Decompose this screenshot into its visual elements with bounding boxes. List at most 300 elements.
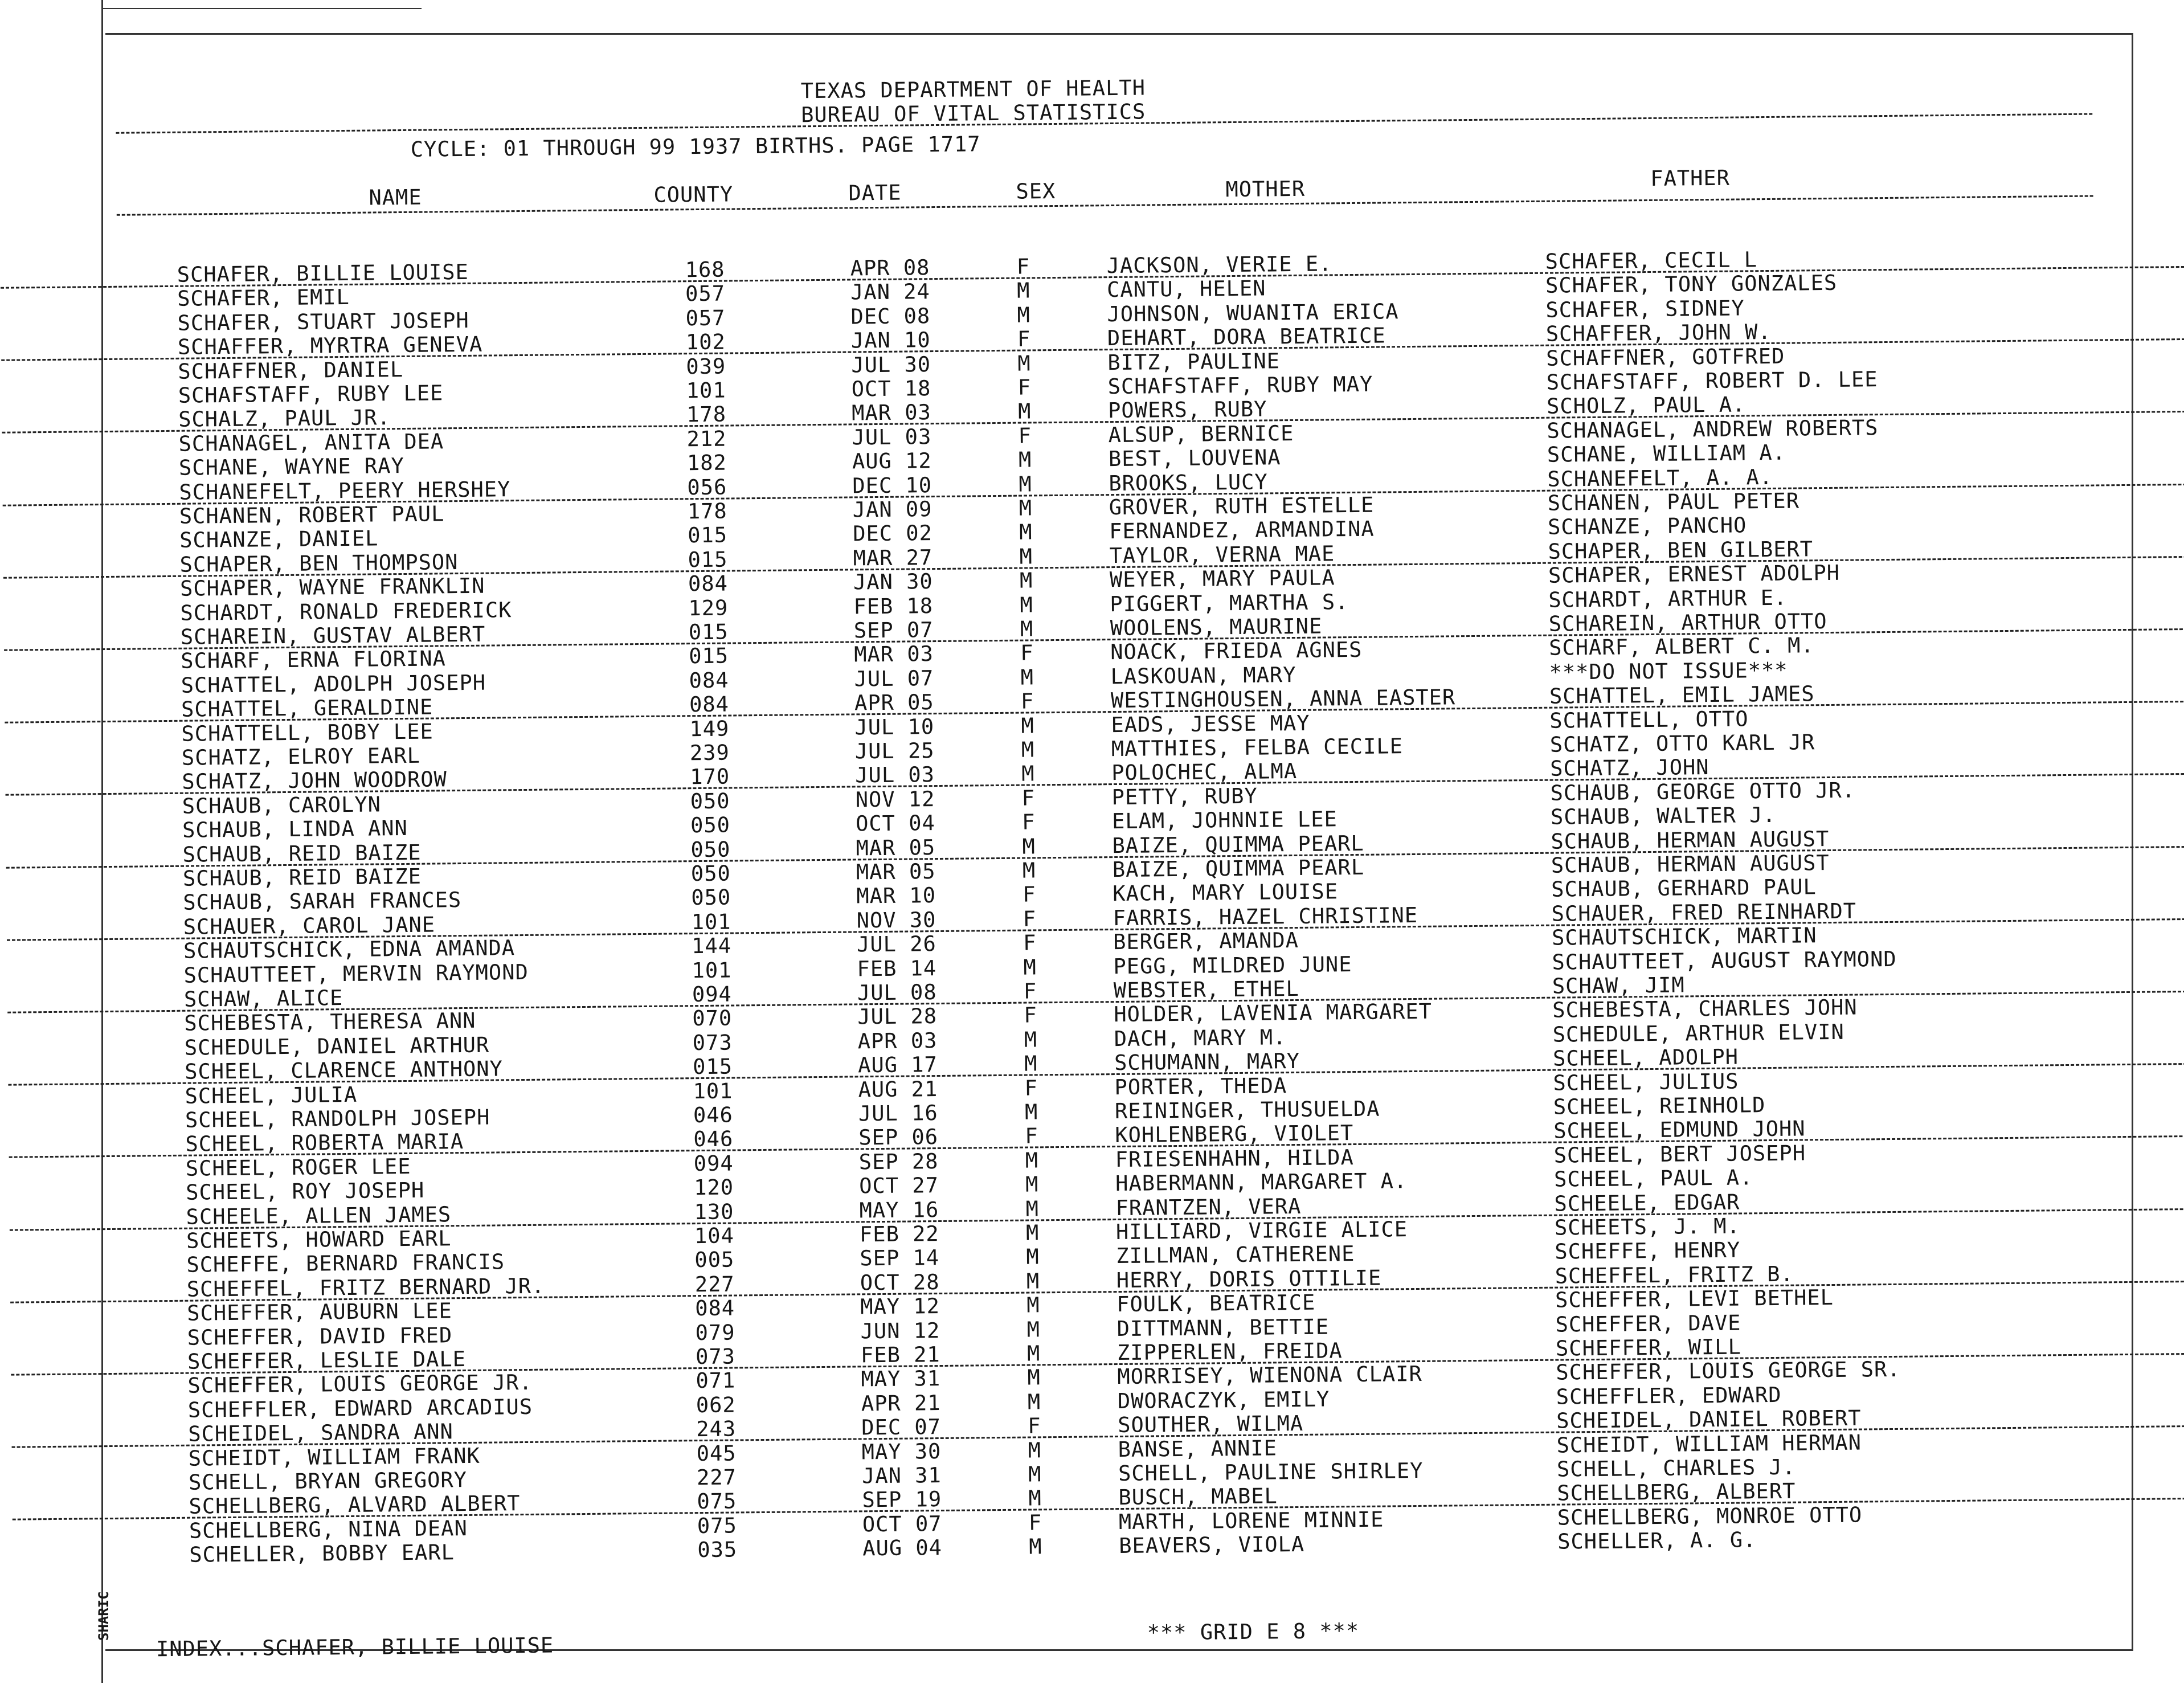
record-name: SCHAREIN, GUSTAV ALBERT bbox=[180, 622, 486, 649]
record-date: MAY 31 bbox=[861, 1366, 941, 1392]
record-mother: PORTER, THEDA bbox=[1114, 1073, 1287, 1099]
record-county: 084 bbox=[689, 668, 729, 693]
record-name: SCHEEL, JULIA bbox=[185, 1082, 358, 1109]
record-father: SCHEEL, JULIUS bbox=[1553, 1069, 1739, 1096]
record-sex: M bbox=[1026, 1244, 1040, 1269]
record-name: SCHEEL, CLARENCE ANTHONY bbox=[185, 1056, 504, 1084]
record-county: 104 bbox=[694, 1223, 735, 1249]
record-name: SCHEFFER, LOUIS GEORGE JR. bbox=[187, 1370, 533, 1399]
record-county: 101 bbox=[692, 958, 732, 983]
record-mother: SCHAFSTAFF, RUBY MAY bbox=[1107, 371, 1373, 399]
record-mother: POWERS, RUBY bbox=[1107, 397, 1267, 423]
record-date: OCT 07 bbox=[862, 1511, 942, 1537]
record-mother: TAYLOR, VERNA MAE bbox=[1109, 541, 1335, 568]
record-sex: M bbox=[1019, 496, 1033, 521]
record-date: NOV 30 bbox=[856, 907, 936, 933]
record-sex: M bbox=[1019, 568, 1033, 593]
record-sex: M bbox=[1026, 1293, 1040, 1318]
record-mother: FRANTZEN, VERA bbox=[1115, 1193, 1302, 1220]
record-name: SCHEIDT, WILLIAM FRANK bbox=[188, 1443, 480, 1471]
record-father: SCHAFER, SIDNEY bbox=[1545, 296, 1745, 322]
record-mother: SCHELL, PAULINE SHIRLEY bbox=[1118, 1458, 1424, 1486]
record-father: SCHAUB, GERHARD PAUL bbox=[1551, 874, 1817, 902]
record-father: SCHEFFER, WILL bbox=[1555, 1334, 1742, 1361]
record-father: SCHATTEL, EMIL JAMES bbox=[1549, 681, 1815, 709]
record-county: 227 bbox=[694, 1272, 735, 1297]
record-county: 073 bbox=[695, 1344, 736, 1370]
record-date: JUL 10 bbox=[854, 714, 935, 740]
record-mother: HERRY, DORIS OTTILIE bbox=[1116, 1265, 1382, 1293]
record-sex: F bbox=[1018, 423, 1032, 448]
record-sex: M bbox=[1022, 858, 1036, 883]
record-county: 056 bbox=[687, 475, 727, 500]
record-sex: M bbox=[1027, 1389, 1041, 1415]
record-sex: F bbox=[1021, 810, 1036, 835]
record-father: SCHAUER, FRED REINHARDT bbox=[1551, 898, 1857, 926]
record-mother: JOHNSON, WUANITA ERICA bbox=[1107, 299, 1399, 326]
record-date: OCT 04 bbox=[855, 811, 935, 836]
record-mother: PEGG, MILDRED JUNE bbox=[1113, 951, 1352, 979]
record-date: APR 21 bbox=[861, 1390, 941, 1416]
record-date: FEB 18 bbox=[853, 593, 934, 619]
record-date: MAR 05 bbox=[856, 859, 936, 885]
record-county: 062 bbox=[696, 1392, 736, 1417]
record-county: 050 bbox=[690, 812, 731, 838]
record-name: SCHANE, WAYNE RAY bbox=[178, 453, 404, 480]
record-date: JAN 10 bbox=[850, 328, 931, 353]
record-county: 170 bbox=[690, 764, 730, 790]
record-sex: M bbox=[1028, 1437, 1042, 1463]
record-name: SCHAUB, REID BAIZE bbox=[182, 840, 422, 867]
record-sex: F bbox=[1020, 640, 1034, 666]
record-sex: M bbox=[1025, 1196, 1040, 1221]
record-mother: ELAM, JOHNNIE LEE bbox=[1111, 807, 1338, 834]
record-father: SCHEEL, EDMUND JOHN bbox=[1553, 1116, 1806, 1144]
record-father: SCHOLZ, PAUL A. bbox=[1546, 392, 1746, 419]
record-date: AUG 12 bbox=[852, 448, 932, 474]
record-sex: F bbox=[1024, 1075, 1038, 1101]
record-date: OCT 18 bbox=[851, 376, 931, 402]
record-father: SCHEIDT, WILLIAM HERMAN bbox=[1556, 1430, 1862, 1458]
record-mother: ZIPPERLEN, FREIDA bbox=[1116, 1338, 1343, 1366]
record-date: AUG 17 bbox=[857, 1052, 938, 1078]
record-name: SCHANEN, ROBERT PAUL bbox=[179, 501, 445, 529]
cycle-line: CYCLE: 01 THROUGH 99 1937 BIRTHS. PAGE 1717 bbox=[410, 132, 981, 162]
record-county: 079 bbox=[695, 1320, 735, 1345]
record-mother: GROVER, RUTH ESTELLE bbox=[1109, 492, 1375, 520]
record-sex: M bbox=[1029, 1534, 1042, 1559]
column-county: COUNTY bbox=[653, 182, 734, 207]
record-sex: M bbox=[1026, 1269, 1040, 1294]
record-sex: F bbox=[1016, 254, 1030, 279]
record-sex: M bbox=[1017, 303, 1031, 328]
record-date: APR 05 bbox=[854, 690, 934, 716]
record-father: SCHEEL, BERT JOSEPH bbox=[1553, 1141, 1806, 1168]
record-county: 075 bbox=[697, 1513, 737, 1538]
record-father: SCHEIDEL, DANIEL ROBERT bbox=[1556, 1405, 1862, 1433]
record-mother: LASKOUAN, MARY bbox=[1110, 662, 1297, 689]
record-county: 227 bbox=[696, 1465, 737, 1490]
record-sex: M bbox=[1023, 954, 1037, 980]
record-county: 120 bbox=[694, 1175, 734, 1200]
record-father: SCHEFFER, DAVE bbox=[1555, 1310, 1741, 1337]
record-date: SEP 06 bbox=[858, 1125, 939, 1150]
record-sex: M bbox=[1019, 472, 1032, 497]
record-name: SCHATTEL, ADOLPH JOSEPH bbox=[181, 670, 486, 698]
record-county: 005 bbox=[694, 1247, 735, 1273]
record-date: JUL 26 bbox=[856, 931, 936, 957]
record-name: SCHATTELL, BOBY LEE bbox=[181, 719, 433, 746]
record-sex: F bbox=[1017, 375, 1032, 400]
record-father: SCHANEFELT, A. A. bbox=[1547, 464, 1773, 492]
record-mother: FOULK, BEATRICE bbox=[1116, 1290, 1316, 1317]
record-father: SCHELLBERG, MONROE OTTO bbox=[1557, 1502, 1863, 1530]
record-father: SCHEEL, PAUL A. bbox=[1553, 1165, 1753, 1192]
record-name: SCHATZ, ELROY EARL bbox=[181, 743, 421, 770]
record-mother: HILLIARD, VIRGIE ALICE bbox=[1115, 1217, 1408, 1245]
record-mother: BEAVERS, VIOLA bbox=[1119, 1532, 1305, 1559]
record-name: SCHAUB, SARAH FRANCES bbox=[183, 888, 462, 915]
record-name: SCHANAGEL, ANITA DEA bbox=[178, 429, 444, 456]
record-father: SCHEFFER, LEVI BETHEL bbox=[1555, 1285, 1834, 1313]
record-father: SCHEFFE, HENRY bbox=[1555, 1237, 1741, 1265]
record-mother: SCHUMANN, MARY bbox=[1114, 1049, 1300, 1076]
record-father: SCHAUB, HERMAN AUGUST bbox=[1551, 850, 1830, 878]
record-sex: M bbox=[1017, 399, 1032, 424]
record-date: MAY 30 bbox=[861, 1438, 942, 1464]
record-date: APR 08 bbox=[850, 255, 930, 281]
record-name: SCHARF, ERNA FLORINA bbox=[181, 646, 447, 674]
record-sex: M bbox=[1024, 1027, 1038, 1052]
record-mother: BUSCH, MABEL bbox=[1118, 1483, 1278, 1510]
column-father: FATHER bbox=[1650, 165, 1731, 191]
record-county: 050 bbox=[690, 837, 731, 862]
record-sex: M bbox=[1026, 1317, 1041, 1342]
record-sex: F bbox=[1024, 1003, 1037, 1028]
record-date: MAR 05 bbox=[856, 835, 936, 860]
record-county: 084 bbox=[689, 692, 730, 717]
record-mother: BERGER, AMANDA bbox=[1113, 928, 1299, 955]
record-mother: FERNANDEZ, ARMANDINA bbox=[1109, 517, 1375, 544]
record-sex: M bbox=[1026, 1341, 1041, 1366]
record-date: APR 03 bbox=[857, 1028, 938, 1054]
record-name: SCHEBESTA, THERESA ANN bbox=[184, 1008, 476, 1036]
record-county: 035 bbox=[697, 1537, 738, 1563]
record-sex: M bbox=[1021, 713, 1034, 738]
record-county: 050 bbox=[690, 861, 731, 886]
record-county: 130 bbox=[694, 1199, 734, 1224]
record-sex: F bbox=[1023, 979, 1037, 1004]
record-county: 075 bbox=[697, 1489, 737, 1514]
record-father: SCHAW, JIM bbox=[1552, 972, 1685, 999]
record-father: SCHELL, CHARLES J. bbox=[1556, 1454, 1796, 1482]
record-sex: M bbox=[1025, 1172, 1039, 1197]
record-father: SCHAFER, CECIL L bbox=[1545, 247, 1758, 274]
record-mother: DEHART, DORA BEATRICE bbox=[1107, 323, 1386, 351]
record-name: SCHEFFLER, EDWARD ARCADIUS bbox=[187, 1394, 533, 1423]
record-sex: F bbox=[1017, 326, 1031, 351]
record-date: SEP 14 bbox=[860, 1245, 940, 1271]
record-father: SCHEELE, EDGAR bbox=[1554, 1190, 1740, 1216]
record-father: SCHAFSTAFF, ROBERT D. LEE bbox=[1546, 367, 1878, 395]
record-county: 084 bbox=[695, 1295, 735, 1321]
record-county: 149 bbox=[689, 716, 730, 741]
record-name: SCHEFFEL, FRITZ BERNARD JR. bbox=[186, 1273, 545, 1302]
record-father: SCHAPER, ERNEST ADOLPH bbox=[1548, 560, 1841, 588]
record-sex: M bbox=[1024, 1051, 1038, 1076]
record-name: SCHEFFER, LESLIE DALE bbox=[187, 1347, 467, 1374]
record-father: SCHELLBERG, ALBERT bbox=[1557, 1479, 1796, 1506]
record-father: SCHEFFEL, FRITZ B. bbox=[1555, 1261, 1794, 1289]
record-date: MAY 16 bbox=[859, 1197, 939, 1223]
record-father: SCHARF, ALBERT C. M. bbox=[1548, 633, 1814, 661]
record-mother: BROOKS, LUCY bbox=[1109, 469, 1268, 496]
record-mother: BAIZE, QUIMMA PEARL bbox=[1112, 831, 1364, 858]
record-sex: M bbox=[1028, 1462, 1042, 1487]
record-mother: WEBSTER, ETHEL bbox=[1113, 976, 1299, 1003]
record-date: SEP 07 bbox=[853, 618, 934, 643]
record-father: SCHEEL, ADOLPH bbox=[1552, 1044, 1739, 1071]
record-county: 057 bbox=[685, 305, 726, 331]
record-county: 101 bbox=[691, 909, 731, 934]
record-county: 070 bbox=[692, 1006, 733, 1031]
record-county: 046 bbox=[693, 1102, 734, 1128]
record-mother: EADS, JESSE MAY bbox=[1111, 710, 1310, 737]
column-date: DATE bbox=[848, 180, 902, 206]
record-father: SCHANAGEL, ANDREW ROBERTS bbox=[1547, 415, 1879, 443]
record-date: OCT 28 bbox=[860, 1269, 940, 1295]
record-sex: M bbox=[1020, 665, 1034, 690]
column-mother: MOTHER bbox=[1225, 176, 1306, 202]
record-county: 057 bbox=[685, 281, 726, 306]
record-date: OCT 27 bbox=[859, 1173, 939, 1199]
record-date: DEC 07 bbox=[861, 1415, 942, 1440]
record-sex: F bbox=[1025, 1123, 1038, 1148]
record-name: SCHELLBERG, NINA DEAN bbox=[189, 1515, 468, 1543]
record-name: SCHEEL, ROBERTA MARIA bbox=[185, 1129, 464, 1157]
record-father: SCHAFER, TONY GONZALES bbox=[1545, 271, 1838, 299]
record-county: 050 bbox=[691, 885, 731, 910]
record-name: SCHATZ, JOHN WOODROW bbox=[182, 767, 448, 795]
record-county: 102 bbox=[685, 329, 726, 355]
record-county: 178 bbox=[686, 402, 727, 427]
record-father: SCHAUB, HERMAN AUGUST bbox=[1551, 826, 1830, 854]
record-mother: MORRISEY, WIENONA CLAIR bbox=[1117, 1362, 1422, 1389]
record-name: SCHEFFE, BERNARD FRANCIS bbox=[186, 1249, 505, 1278]
record-mother: REININGER, THUSUELDA bbox=[1114, 1096, 1380, 1124]
record-sex: M bbox=[1016, 278, 1030, 304]
record-date: JAN 30 bbox=[853, 569, 933, 595]
record-sex: M bbox=[1025, 1148, 1039, 1173]
record-mother: KOHLENBERG, VIOLET bbox=[1115, 1121, 1354, 1148]
record-name: SCHEEL, ROY JOSEPH bbox=[186, 1178, 425, 1205]
record-name: SCHATTEL, GERALDINE bbox=[181, 694, 433, 722]
record-county: 050 bbox=[690, 788, 730, 814]
record-sex: F bbox=[1023, 930, 1037, 955]
record-date: DEC 10 bbox=[852, 472, 933, 498]
record-date: JAN 24 bbox=[850, 279, 931, 305]
record-name: SCHAUTSCHICK, EDNA AMANDA bbox=[183, 935, 516, 963]
record-mother: SOUTHER, WILMA bbox=[1118, 1411, 1304, 1438]
record-date: JAN 09 bbox=[852, 497, 933, 522]
column-name: NAME bbox=[369, 185, 422, 210]
record-date: FEB 14 bbox=[857, 955, 937, 981]
record-father: SCHAUB, WALTER J. bbox=[1550, 803, 1776, 829]
record-name: SCHARDT, RONALD FREDERICK bbox=[180, 597, 512, 626]
record-mother: KACH, MARY LOUISE bbox=[1113, 879, 1339, 906]
record-county: 046 bbox=[693, 1126, 734, 1152]
record-father: SCHEDULE, ARTHUR ELVIN bbox=[1552, 1019, 1844, 1047]
record-county: 015 bbox=[689, 643, 729, 669]
record-sex: M bbox=[1024, 1099, 1038, 1125]
record-county: 178 bbox=[687, 498, 727, 524]
record-mother: MARTH, LORENE MINNIE bbox=[1118, 1507, 1384, 1534]
record-name: SCHEELE, ALLEN JAMES bbox=[186, 1201, 452, 1229]
record-sex: F bbox=[1028, 1510, 1042, 1535]
record-county: 094 bbox=[693, 1151, 734, 1176]
record-sex: M bbox=[1018, 447, 1032, 472]
record-county: 039 bbox=[686, 354, 726, 379]
record-date: JUL 30 bbox=[851, 351, 931, 378]
record-name: SCHAUB, CAROLYN bbox=[182, 792, 382, 819]
record-father: SCHAFFNER, GOTFRED bbox=[1546, 344, 1785, 371]
record-mother: DACH, MARY M. bbox=[1114, 1024, 1287, 1051]
record-father: SCHANZE, PANCHO bbox=[1547, 513, 1747, 540]
record-sex: M bbox=[1022, 833, 1036, 859]
record-date: JUL 08 bbox=[857, 980, 937, 1006]
record-name: SCHAUB, LINDA ANN bbox=[182, 816, 408, 843]
record-father: SCHAFFER, JOHN W. bbox=[1545, 320, 1772, 346]
record-name: SCHEFFER, DAVID FRED bbox=[187, 1322, 453, 1350]
record-mother: DWORACZYK, EMILY bbox=[1117, 1387, 1330, 1413]
record-sex: M bbox=[1021, 761, 1035, 786]
record-mother: CANTU, HELEN bbox=[1106, 276, 1266, 303]
record-sex: F bbox=[1020, 689, 1034, 714]
record-name: SCHAPER, BEN THOMPSON bbox=[179, 549, 459, 577]
record-date: MAR 03 bbox=[851, 400, 932, 426]
record-mother: HOLDER, LAVENIA MARGARET bbox=[1114, 999, 1433, 1027]
record-name: SCHANZE, DANIEL bbox=[179, 526, 379, 553]
record-name: SCHEFFER, AUBURN LEE bbox=[187, 1298, 453, 1326]
record-mother: ZILLMAN, CATHERENE bbox=[1116, 1241, 1355, 1269]
record-county: 212 bbox=[686, 426, 727, 452]
grid-footer: *** GRID E 8 *** bbox=[1147, 1618, 1360, 1645]
record-father: SCHANEN, PAUL PETER bbox=[1547, 488, 1800, 516]
record-name: SCHANEFELT, PEERY HERSHEY bbox=[179, 476, 511, 505]
record-county: 015 bbox=[688, 619, 729, 645]
agency-title: TEXAS DEPARTMENT OF HEALTH bbox=[800, 75, 1146, 104]
record-sex: M bbox=[1020, 592, 1033, 618]
record-sex: F bbox=[1021, 786, 1036, 811]
record-father: SCHAPER, BEN GILBERT bbox=[1548, 537, 1814, 564]
record-mother: WEYER, MARY PAULA bbox=[1109, 565, 1335, 592]
record-county: 182 bbox=[686, 450, 727, 476]
record-name: SCHELL, BRYAN GREGORY bbox=[188, 1468, 468, 1495]
record-mother: ALSUP, BERNICE bbox=[1108, 420, 1294, 447]
record-mother: WESTINGHOUSEN, ANNA EASTER bbox=[1110, 685, 1456, 713]
record-sex: M bbox=[1019, 520, 1033, 545]
record-mother: WOOLENS, MAURINE bbox=[1110, 614, 1323, 641]
record-name: SCHAFSTAFF, RUBY LEE bbox=[178, 381, 444, 408]
record-father: SCHAUB, GEORGE OTTO JR. bbox=[1550, 778, 1856, 806]
record-name: SCHAFER, BILLIE LOUISE bbox=[177, 259, 469, 287]
record-date: MAY 12 bbox=[860, 1294, 940, 1319]
record-name: SCHAUB, REID BAIZE bbox=[182, 864, 422, 891]
record-sex: M bbox=[1019, 544, 1033, 569]
record-date: AUG 04 bbox=[862, 1535, 943, 1561]
record-mother: PIGGERT, MARTHA S. bbox=[1110, 589, 1349, 616]
record-name: SCHAFER, EMIL bbox=[177, 285, 350, 312]
record-county: 239 bbox=[689, 740, 730, 766]
record-name: SCHAFER, STUART JOSEPH bbox=[177, 308, 469, 336]
record-name: SCHELLBERG, ALVARD ALBERT bbox=[189, 1491, 521, 1519]
record-father: SCHATZ, OTTO KARL JR bbox=[1549, 730, 1815, 757]
record-name: SCHAPER, WAYNE FRANKLIN bbox=[179, 573, 485, 601]
record-county: 101 bbox=[693, 1078, 733, 1103]
record-father: SCHEBESTA, CHARLES JOHN bbox=[1552, 995, 1858, 1023]
record-mother: HABERMANN, MARGARET A. bbox=[1115, 1168, 1408, 1196]
record-mother: BITZ, PAULINE bbox=[1107, 348, 1281, 375]
record-county: 015 bbox=[688, 522, 728, 548]
record-mother: MATTHIES, FELBA CECILE bbox=[1111, 734, 1404, 762]
record-name: SCHALZ, PAUL JR. bbox=[178, 405, 391, 432]
record-name: SCHEDULE, DANIEL ARTHUR bbox=[184, 1032, 490, 1060]
record-date: JUL 25 bbox=[854, 738, 935, 764]
record-name: SCHEEL, ROGER LEE bbox=[185, 1154, 411, 1181]
record-date: JUN 12 bbox=[860, 1318, 940, 1343]
index-footer: INDEX...SCHAFER, BILLIE LOUISE bbox=[156, 1633, 554, 1662]
record-sex: F bbox=[1023, 882, 1036, 907]
side-label: SHARIC bbox=[96, 1591, 112, 1641]
record-name: SCHEIDEL, SANDRA ANN bbox=[188, 1419, 454, 1446]
record-name: SCHAUER, CAROL JANE bbox=[183, 912, 436, 939]
record-name: SCHELLER, BOBBY EARL bbox=[189, 1540, 455, 1567]
record-date: JUL 07 bbox=[854, 665, 934, 692]
record-mother: BEST, LOUVENA bbox=[1108, 445, 1281, 472]
record-father: SCHAREIN, ARTHUR OTTO bbox=[1548, 609, 1827, 636]
record-county: 015 bbox=[688, 547, 728, 573]
record-sex: M bbox=[1020, 616, 1034, 641]
record-county: 073 bbox=[692, 1030, 733, 1055]
record-name: SCHEETS, HOWARD EARL bbox=[186, 1226, 452, 1253]
record-father: SCHEFFER, LOUIS GEORGE SR. bbox=[1556, 1357, 1901, 1385]
record-sex: M bbox=[1028, 1486, 1042, 1511]
record-date: MAR 27 bbox=[853, 545, 933, 571]
record-date: MAR 10 bbox=[856, 883, 936, 909]
record-name: SCHAW, ALICE bbox=[183, 986, 343, 1012]
record-name: SCHAFFER, MYRTRA GENEVA bbox=[177, 332, 483, 359]
record-date: JUL 28 bbox=[857, 1004, 938, 1029]
record-sex: F bbox=[1028, 1413, 1041, 1438]
record-mother: PETTY, RUBY bbox=[1111, 783, 1258, 810]
record-sex: M bbox=[1025, 1220, 1040, 1245]
record-date: AUG 21 bbox=[858, 1076, 938, 1102]
record-mother: FARRIS, HAZEL CHRISTINE bbox=[1113, 902, 1418, 930]
record-date: JUL 16 bbox=[858, 1101, 938, 1126]
record-father: SCHATTELL, OTTO bbox=[1549, 706, 1749, 733]
record-date: FEB 22 bbox=[859, 1221, 939, 1247]
record-date: SEP 19 bbox=[862, 1487, 942, 1513]
record-county: 084 bbox=[688, 571, 729, 596]
record-father: SCHAUTTEET, AUGUST RAYMOND bbox=[1552, 946, 1897, 975]
record-county: 015 bbox=[692, 1054, 733, 1080]
record-county: 045 bbox=[696, 1441, 737, 1466]
record-sex: M bbox=[1027, 1365, 1041, 1390]
record-father: SCHELLER, A. G. bbox=[1557, 1527, 1757, 1554]
record-mother: BANSE, ANNIE bbox=[1118, 1435, 1278, 1462]
record-mother: JACKSON, VERIE E. bbox=[1106, 251, 1332, 279]
record-sex: M bbox=[1017, 351, 1031, 376]
